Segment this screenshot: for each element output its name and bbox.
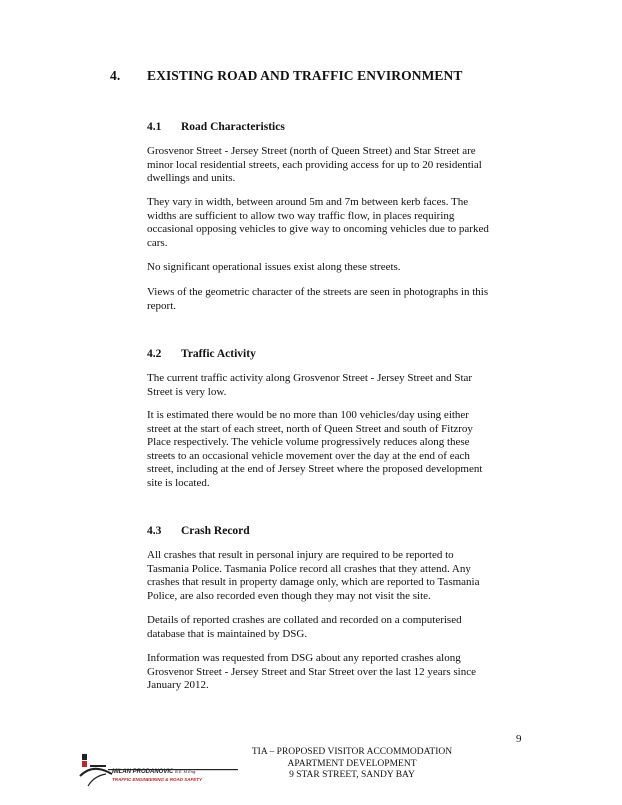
text-line: Grosvenor Street - Jersey Street and Star Street over the last 12 years since: [147, 665, 476, 678]
section-number: 4.: [110, 68, 121, 83]
text-line: street, including at the end of Jersey Street where the proposed development: [147, 463, 483, 475]
subsection-number-4-3: 4.3: [147, 525, 162, 537]
text-line: Place respectively. The vehicle volume progressively reduces along these: [147, 436, 470, 448]
logo-suffix: B.E. M.Eng.: [175, 769, 197, 774]
subsection-number-4-2: 4.2: [147, 348, 162, 360]
text-line: Street is very low.: [147, 385, 227, 398]
footer-line: 9 STAR STREET, SANDY BAY: [289, 770, 415, 780]
paragraph: [147, 261, 517, 275]
text-line: They vary in width, between around 5m and 7m between kerb faces. The: [147, 196, 469, 208]
paragraph: [147, 614, 517, 641]
text-line: database that is maintained by DSG.: [147, 627, 308, 640]
text-line: The current traffic activity along Grosvenor Street - Jersey Street and Star: [147, 372, 473, 384]
page-number: 9: [516, 733, 522, 745]
text-line: It is estimated there would be no more than 100 vehicles/day using either: [147, 409, 469, 421]
paragraph: [147, 145, 517, 186]
paragraph: [147, 652, 517, 693]
text-line: crashes that result in property damage only, which are reported to Tasmania: [147, 576, 480, 588]
text-line: January 2012.: [147, 679, 209, 691]
text-line: Police, are also recorded even though they may not visit the site.: [147, 589, 431, 602]
footer-line: APARTMENT DEVELOPMENT: [287, 758, 417, 769]
subsection-title-traffic-activity: Traffic Activity: [181, 348, 256, 360]
logo-tagline: TRAFFIC ENGINEERING & ROAD SAFETY: [112, 777, 203, 782]
paragraph: [147, 286, 517, 313]
text-line: Tasmania Police. Tasmania Police record all crashes that they attend. Any: [147, 562, 471, 575]
text-line: dwellings and units.: [147, 172, 236, 184]
text-line: streets to an occasional vehicle movement over the day at the end of each: [147, 449, 470, 462]
text-line: cars.: [147, 236, 168, 249]
text-line: Details of reported crashes are collated and recorded on a computerised: [147, 614, 462, 626]
text-line: street at the start of each street, north of Queen Street and south of Fitzroy: [147, 422, 473, 435]
text-line: Views of the geometric character of the streets are seen in photographs in this: [147, 286, 489, 298]
paragraph: [147, 196, 517, 250]
text-line: widths are sufficient to allow two way traffic flow, in places requiring: [147, 209, 455, 222]
text-line: No significant operational issues exist along these streets.: [147, 261, 401, 273]
logo-name: MILAN PRODANOVIC: [112, 769, 174, 775]
text-line: occasional opposing vehicles to give way to oncoming vehicles due to parked: [147, 223, 489, 235]
paragraph: [147, 409, 517, 490]
text-line: Grosvenor Street - Jersey Street (north of Queen Street) and Star Street are: [147, 145, 476, 157]
subsection-number-4-1: 4.1: [147, 121, 162, 133]
text-line: Information was requested from DSG about any reported crashes along: [147, 652, 461, 664]
section-title: EXISTING ROAD AND TRAFFIC ENVIRONMENT: [147, 68, 463, 83]
footer-line: TIA – PROPOSED VISITOR ACCOMMODATION: [251, 747, 453, 757]
company-logo: [78, 752, 238, 790]
footer: [222, 747, 482, 782]
text-line: All crashes that result in personal injury are required to be reported to: [147, 549, 454, 561]
text-line: site is located.: [147, 476, 210, 489]
subsection-title-crash-record: Crash Record: [181, 525, 250, 537]
paragraph: [147, 549, 517, 603]
paragraph: [147, 372, 517, 399]
text-line: minor local residential streets, each providing access for up to 20 residential: [147, 158, 482, 171]
text-line: report.: [147, 299, 177, 312]
subsection-title-road-characteristics: Road Characteristics: [181, 121, 285, 133]
